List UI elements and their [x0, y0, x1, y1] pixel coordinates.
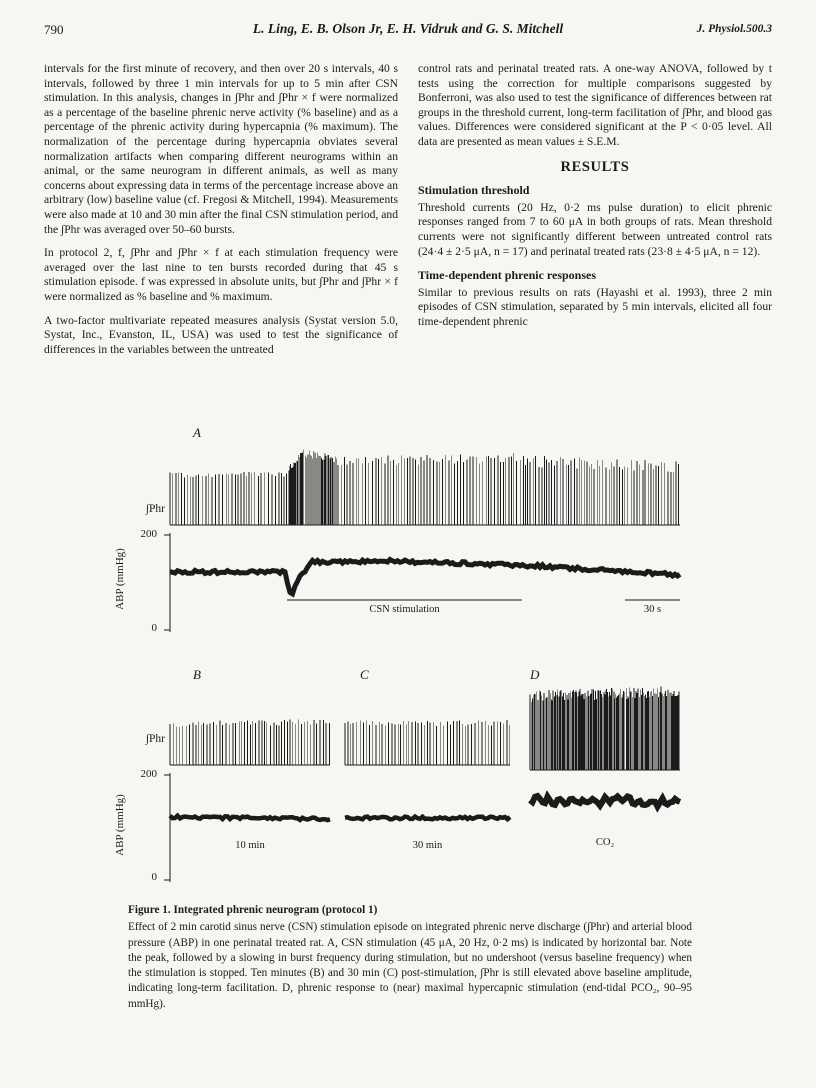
journal-reference: J. Physiol.500.3 — [696, 23, 772, 35]
abp-tick-200-bottom: 200 — [140, 768, 157, 780]
right-column — [418, 62, 772, 339]
abp-axis-label-top: ABP (mmHg) — [114, 548, 126, 610]
paragraph-statistics: A two-factor multivariate repeated measures analysis (Systat version 5.0, Systat, Inc., Evanston, IL, USA) was used to test the significance of differences in the variables between the untreated — [44, 313, 398, 356]
results-heading: RESULTS — [560, 158, 630, 175]
abp-axis-label-bottom: ABP (mmHg) — [114, 794, 126, 856]
panel-c-time-label: 30 min — [412, 840, 443, 851]
subheading-time-dependent-responses: Time-dependent phrenic responses — [418, 268, 597, 283]
paragraph-methods-intervals: intervals for the first minute of recovery, and then over 20 s intervals, 40 s intervals, followed by three 1 min intervals for up to 5 min after CSN stimulation. In this analysis, changes in ∫Phr and ∫Phr × f were normalized as a percentage of the baseline phrenic nerve activity (% baseline) and as a percentage of the phrenic activity during hypercapnia (% maximum). The normalization of the percentage during hypercapnia obviates several normalization artifacts when comparing different neurograms within an animal, or the same neurogram in different animals, as well as many concerns about expressing data in terms of the percentage increase above an arbitrary (low) baseline value (cf. Fregosi & Mitchell, 1994). Measurements were also made at 10 and 30 min after the final CSN stimulation period, and the ∫Phr was averaged over 50–60 bursts. — [44, 62, 398, 236]
paragraph-time-dependent-responses: Similar to previous results on rats (Hayashi et al. 1993), three 2 min episodes of CSN stimulation, separated by 5 min intervals, elicited all four time-dependent phrenic — [418, 285, 772, 328]
time-scale-bar-label: 30 s — [643, 604, 662, 615]
figure-1 — [60, 425, 760, 895]
panel-b-label: B — [193, 667, 201, 682]
phr-trace-label-top: ∫Phr — [145, 503, 165, 515]
abp-tick-0-bottom: 0 — [151, 871, 157, 883]
paragraph-protocol-2: In protocol 2, f, ∫Phr and ∫Phr × f at each stimulation frequency were averaged over the last nine to ten bursts recorded during that 45 s stimulation episode. f was expressed in absolute units, but ∫Phr and ∫Phr × f were normalized as % baseline and % maximum. — [44, 246, 398, 303]
panel-d-co2-label: CO₂ — [595, 837, 615, 848]
figure-caption — [128, 903, 692, 1012]
page-number: 790 — [44, 22, 64, 37]
figure-caption-body: Effect of 2 min carotid sinus nerve (CSN) stimulation episode on integrated phrenic nerve discharge (∫Phr) and arterial blood pressure (ABP) in one perinatal treated rat. A, CSN stimulation (45 μA, 20 Hz, 0·2 ms) is indicated by horizontal bar. Note the peak, followed by a slowing in burst frequency during stimulation, but no undershoot (versus baseline frequency) when the stimulation is stopped. Ten minutes (B) and 30 min (C) post-stimulation, ∫Phr is still elevated above baseline amplitude, indicating long-term facilitation. D, phrenic response to (near) maximal hypercapnic stimulation (end-tidal PCO₂, 90–95 mmHg). — [128, 921, 692, 1010]
left-column — [44, 62, 398, 366]
csn-stimulation-bar-label: CSN stimulation — [369, 604, 440, 615]
subheading-stimulation-threshold: Stimulation threshold — [418, 183, 530, 198]
phrenic-neurogram-plot — [60, 425, 760, 895]
abp-tick-0-top: 0 — [151, 622, 157, 634]
running-head-authors: L. Ling, E. B. Olson Jr, E. H. Vidruk and G. S. Mitchell — [252, 21, 564, 36]
panel-b-time-label: 10 min — [235, 840, 265, 851]
panel-c-label: C — [360, 667, 369, 682]
panel-d-label: D — [530, 667, 540, 682]
figure-caption-title: Figure 1. Integrated phrenic neurogram (protocol 1) — [128, 904, 378, 916]
panel-a-label: A — [193, 425, 201, 440]
paragraph-stimulation-threshold: Threshold currents (20 Hz, 0·2 ms pulse duration) to elicit phrenic responses ranged from 7 to 60 μA in both groups of rats. Mean threshold currents were not significantly different between untreated control rats (24·4 ± 2·5 μA, n = 17) and perinatal treated rats (23·8 ± 4·5 μA, n = 12). — [418, 200, 772, 258]
paragraph-statistics-continued: control rats and perinatal treated rats. A one-way ANOVA, followed by t tests using the correction for multiple comparisons suggested by Bonferroni, was also used to test the significance of differences between rat groups in the threshold current, long-term facilitation of ∫Phr, and blood gas values. Differences were considered significant at the P < 0·05 level. All data are presented as mean values ± S.E.M. — [418, 62, 772, 148]
phr-trace-label-bottom: ∫Phr — [145, 733, 165, 745]
abp-tick-200-top: 200 — [140, 528, 157, 540]
